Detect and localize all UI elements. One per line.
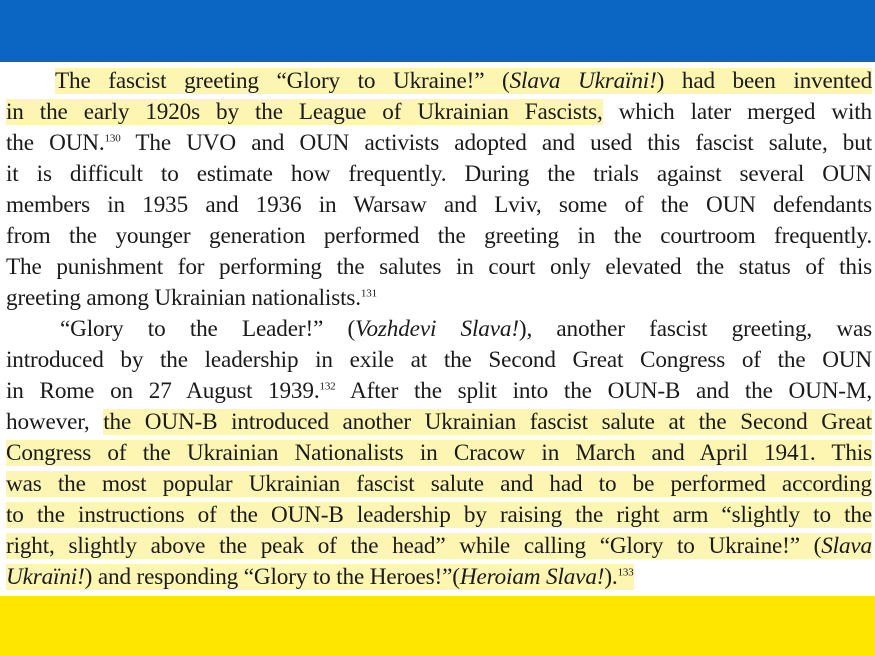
p1-l1-italic: Slava Ukraïni!	[509, 68, 657, 94]
footnote-133: 133	[617, 566, 634, 579]
footnote-130: 130	[104, 132, 121, 145]
p2-l9-text-end: ).	[604, 564, 618, 590]
p1-l1-text-end: ) had been invented	[656, 68, 873, 94]
p2-l8-text: right, slightly above the peak of the head” while calling “Glory to Ukraine!” (	[6, 533, 822, 559]
p1-line-2	[6, 97, 872, 128]
p1-l8-text: greeting among Ukrainian nationalists.	[6, 285, 361, 311]
p1-l3-text: the OUN.	[6, 130, 105, 156]
p1-line-6: from the younger generation performed the greeting in the courtroom frequently.	[6, 223, 872, 249]
p2-l9-italic: Ukraïni!	[6, 564, 85, 590]
p2-l7-highlight: to the instructions of the OUN-B leadership by raising the right arm “slightly to the	[6, 502, 872, 528]
p2-line-1	[6, 314, 872, 345]
p2-l4-text: however,	[6, 409, 104, 435]
p1-line-1	[6, 66, 872, 97]
p2-l5-highlight: Congress of the Ukrainian Nationalists in Cracow in March and April 1941. This	[6, 440, 872, 466]
book-excerpt	[6, 66, 872, 593]
p2-line-7	[6, 500, 872, 531]
p1-line-4: it is difficult to estimate how frequently. During the trials against several OUN	[6, 161, 872, 187]
text-page	[0, 62, 875, 596]
p1-line-5: members in 1935 and 1936 in Warsaw and Lviv, some of the OUN defendants	[6, 192, 872, 218]
p2-l1-italic: Vozhdevi Slava!	[355, 316, 519, 342]
p2-l8-italic: Slava	[821, 533, 872, 559]
p1-l1-text: The fascist greeting “Glory to Ukraine!” (	[55, 68, 510, 94]
p2-line-4	[6, 407, 872, 438]
p2-l3-text-end: After the split into the OUN-B and the OUN-M,	[335, 378, 872, 404]
p1-line-3	[6, 128, 872, 159]
p1-l2-text: which later merged with	[602, 99, 872, 125]
p2-l6-highlight: was the most popular Ukrainian fascist salute and had to be performed according	[6, 471, 872, 497]
p2-line-6	[6, 469, 872, 500]
p2-line-9	[6, 562, 872, 593]
p1-line-8	[6, 283, 872, 314]
p1-line-7: The punishment for performing the salutes in court only elevated the status of this	[6, 254, 872, 280]
footnote-131: 131	[360, 287, 377, 300]
p2-line-3	[6, 376, 872, 407]
p2-l1-text: “Glory to the Leader!” (	[60, 316, 356, 342]
p1-l2-highlight: in the early 1920s by the League of Ukrainian Fascists,	[6, 99, 603, 125]
p2-line-5	[6, 438, 872, 469]
p2-line-8	[6, 531, 872, 562]
p2-line-2: introduced by the leadership in exile at the Second Great Congress of the OUN	[6, 347, 872, 373]
p2-l9-italic-2: Heroiam Slava!	[459, 564, 605, 590]
p2-l3-text: in Rome on 27 August 1939.	[6, 378, 320, 404]
footnote-132: 132	[319, 380, 336, 393]
p2-l4-highlight: the OUN-B introduced another Ukrainian fascist salute at the Second Great	[103, 409, 872, 435]
p2-l1-text-end: ), another fascist greeting, was	[518, 316, 872, 342]
p2-l9-text: ) and responding “Glory to the Heroes!”(	[84, 564, 460, 590]
p1-l3-text-end: The UVO and OUN activists adopted and used this fascist salute, but	[120, 130, 872, 156]
